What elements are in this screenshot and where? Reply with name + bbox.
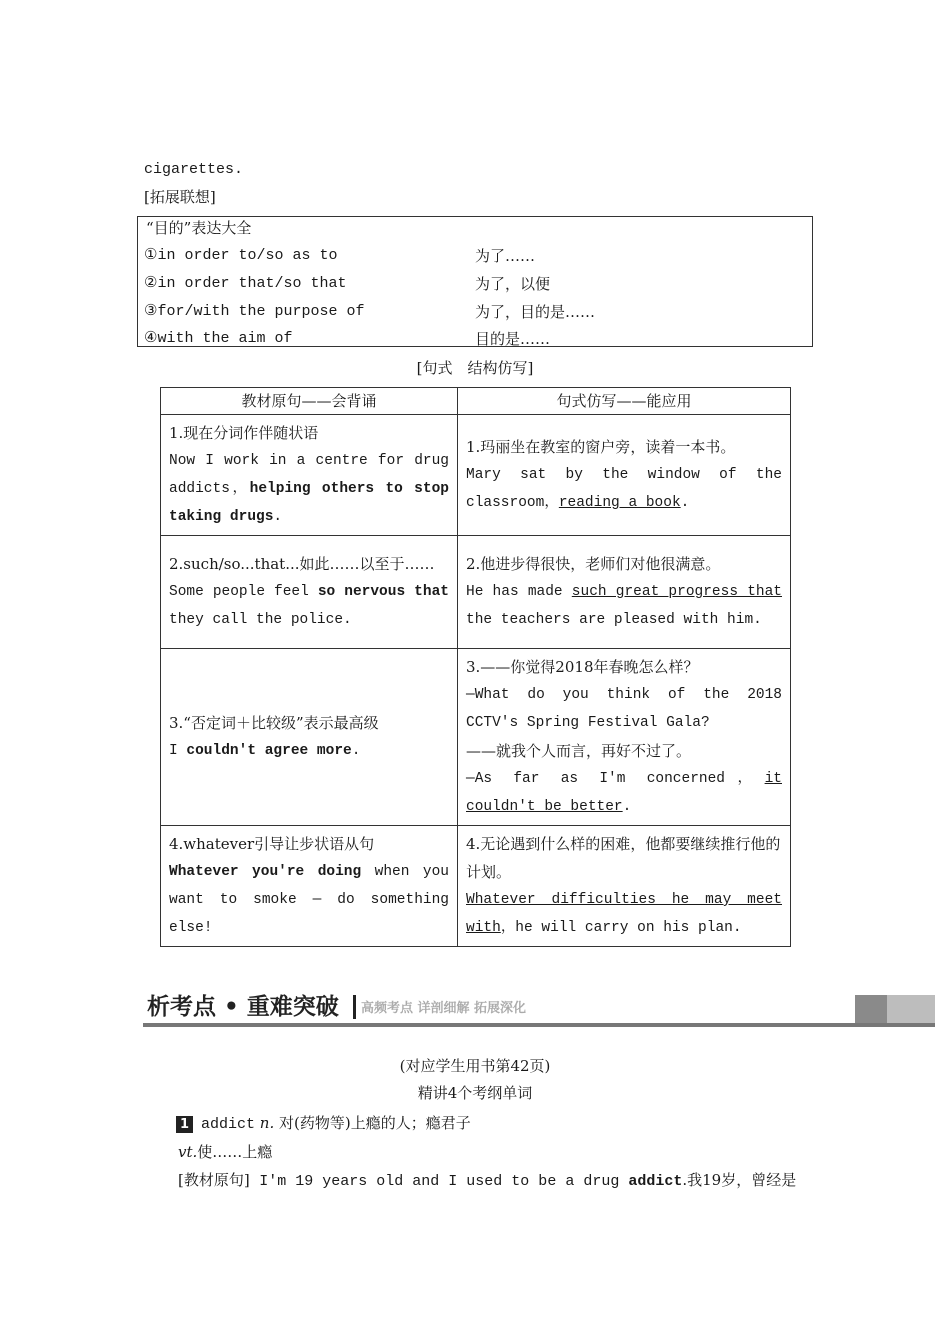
- row-3-left-example: [169, 737, 449, 765]
- table-row: [161, 536, 791, 649]
- vocab-verb-line: [178, 1142, 272, 1162]
- vocab-def-verb: 使……上瘾: [197, 1143, 273, 1161]
- row-2-left-cell: [161, 536, 458, 649]
- col-header-right: 句式仿写——能应用: [458, 388, 791, 415]
- sentence-pattern-table: [160, 387, 791, 947]
- purpose-row-1-cn: 为了……: [475, 247, 536, 265]
- row-2-right-en-end: the teachers are pleased with him.: [466, 612, 762, 628]
- purpose-row-2-cn: 为了，以便: [475, 275, 551, 293]
- row-3-left-en-bold: couldn't agree more: [186, 743, 352, 759]
- row-2-left-en-bold: so nervous that: [317, 584, 449, 600]
- purpose-box-title: “目的”表达大全: [146, 219, 252, 237]
- row-4-left-cell: [161, 826, 458, 947]
- table-row: [161, 826, 791, 947]
- row-2-right-title: 2.他进步得很快，老师们对他很满意。: [466, 555, 721, 573]
- row-4-right-example: [466, 886, 782, 942]
- row-1-right-title: 1.玛丽坐在教室的窗户旁，读着一本书。: [466, 438, 736, 456]
- row-4-left-en-bold: Whatever you're doing: [169, 864, 362, 880]
- table-header-row: [161, 388, 791, 415]
- example-en: I'm 19 years old and I used to be a drug: [259, 1173, 629, 1190]
- row-2-right-cell: [458, 536, 791, 649]
- purpose-row-2-en: ②in order that/so that: [144, 275, 347, 292]
- banner-dark-block: [855, 995, 887, 1023]
- row-4-right-en-end: ，he will carry on his plan.: [500, 920, 742, 936]
- row-2-right-example: [466, 578, 782, 634]
- vocab-def-noun: 对(药物等)上瘾的人；瘾君子: [279, 1114, 471, 1132]
- row-1-right-en-end: .: [680, 495, 690, 511]
- banner-light-block: [887, 995, 935, 1023]
- vocab-pos-noun: n.: [259, 1114, 275, 1132]
- section-banner: [143, 992, 935, 1028]
- table-row: [161, 649, 791, 826]
- row-2-left-en-plain: Some people feel: [169, 584, 318, 600]
- purpose-row-4-cn: 目的是……: [475, 330, 551, 348]
- row-3-right-cell: [458, 649, 791, 826]
- row-3-right-answer: it couldn't be better: [466, 771, 782, 815]
- row-4-left-example: [169, 858, 449, 942]
- row-3-left-cell: [161, 649, 458, 826]
- row-1-left-cell: [161, 415, 458, 536]
- row-3-right-example: [466, 765, 782, 821]
- row-1-left-example: [169, 447, 449, 531]
- purpose-row-3-en: ③for/with the purpose of: [144, 303, 365, 320]
- example-bold-word: addict: [628, 1173, 683, 1190]
- banner-subtitle: 高频考点 详剖细解 拓展深化: [361, 1001, 527, 1016]
- row-3-right-en-end: .: [622, 799, 632, 815]
- vocab-word: addict: [201, 1116, 256, 1133]
- vocab-example-line: [178, 1170, 796, 1192]
- row-3-right-cn-answer: ——就我个人而言，再好不过了。: [466, 742, 692, 760]
- vocab-item-1: [176, 1113, 471, 1135]
- row-1-left-en-bold: helping others to stop taking drugs: [169, 481, 449, 525]
- example-label: [教材原句]: [178, 1171, 250, 1189]
- row-1-right-cell: [458, 415, 791, 536]
- row-3-left-title: 3.“否定词＋比较级”表示最高级: [169, 714, 379, 732]
- banner-divider: [353, 995, 356, 1019]
- row-1-right-example: [466, 461, 782, 517]
- row-1-right-en-plain: Mary sat by the window of the classroom，: [466, 467, 782, 511]
- example-cn: .我19岁，曾经是: [682, 1171, 797, 1189]
- row-4-left-en-end: when you want to smoke — do something else!: [169, 864, 449, 936]
- row-3-right-question: —What do you think of the 2018 CCTV's Spring Festival Gala?: [466, 687, 782, 731]
- row-4-left-title: 4.whatever引导让步状语从句: [169, 835, 375, 853]
- book-page-reference: (对应学生用书第42页): [399, 1057, 551, 1075]
- banner-rule: [143, 1023, 935, 1027]
- table-row: [161, 415, 791, 536]
- row-3-left-en-end: .: [351, 743, 361, 759]
- row-1-left-title: 1.现在分词作伴随状语: [169, 424, 319, 442]
- row-4-right-cell: [458, 826, 791, 947]
- row-3-right-en-plain: —As far as I'm concerned，: [466, 771, 765, 787]
- purpose-row-4-en: ④with the aim of: [144, 330, 293, 347]
- vocab-pos-verb: vt.: [178, 1143, 198, 1161]
- row-3-left-en-plain: I: [169, 743, 187, 759]
- row-1-right-answer: reading a book: [558, 495, 681, 511]
- pattern-section-heading: [句式 结构仿写]: [416, 359, 534, 377]
- purpose-row-1-en: ①in order to/so as to: [144, 247, 338, 264]
- row-4-right-answer: Whatever difficulties he may meet with: [466, 892, 782, 936]
- col-header-left: 教材原句——会背诵: [161, 388, 458, 415]
- row-2-left-en-end: they call the police.: [169, 612, 352, 628]
- row-2-right-answer: such great progress that: [571, 584, 782, 600]
- item-number-badge: 1: [176, 1116, 193, 1133]
- intro-cigarettes: cigarettes.: [144, 161, 244, 178]
- row-1-left-en-end: .: [273, 509, 283, 525]
- row-3-right-title: 3.——你觉得2018年春晚怎么样？: [466, 658, 699, 676]
- row-2-left-title: 2.such/so...that...如此……以至于……: [169, 555, 435, 573]
- row-1-left-en-plain: Now I work in a centre for drug addicts，: [169, 453, 449, 497]
- expand-label: [拓展联想]: [144, 188, 216, 206]
- vocab-heading: 精讲4个考纲单词: [417, 1084, 533, 1102]
- row-2-left-example: [169, 578, 449, 634]
- banner-title: 析考点 • 重难突破: [147, 994, 339, 1020]
- purpose-row-3-cn: 为了，目的是……: [475, 303, 596, 321]
- purpose-expressions-box: [137, 216, 813, 347]
- row-2-right-en-plain: He has made: [466, 584, 572, 600]
- row-4-right-title: 4.无论遇到什么样的困难，他都要继续推行他的计划。: [466, 835, 781, 881]
